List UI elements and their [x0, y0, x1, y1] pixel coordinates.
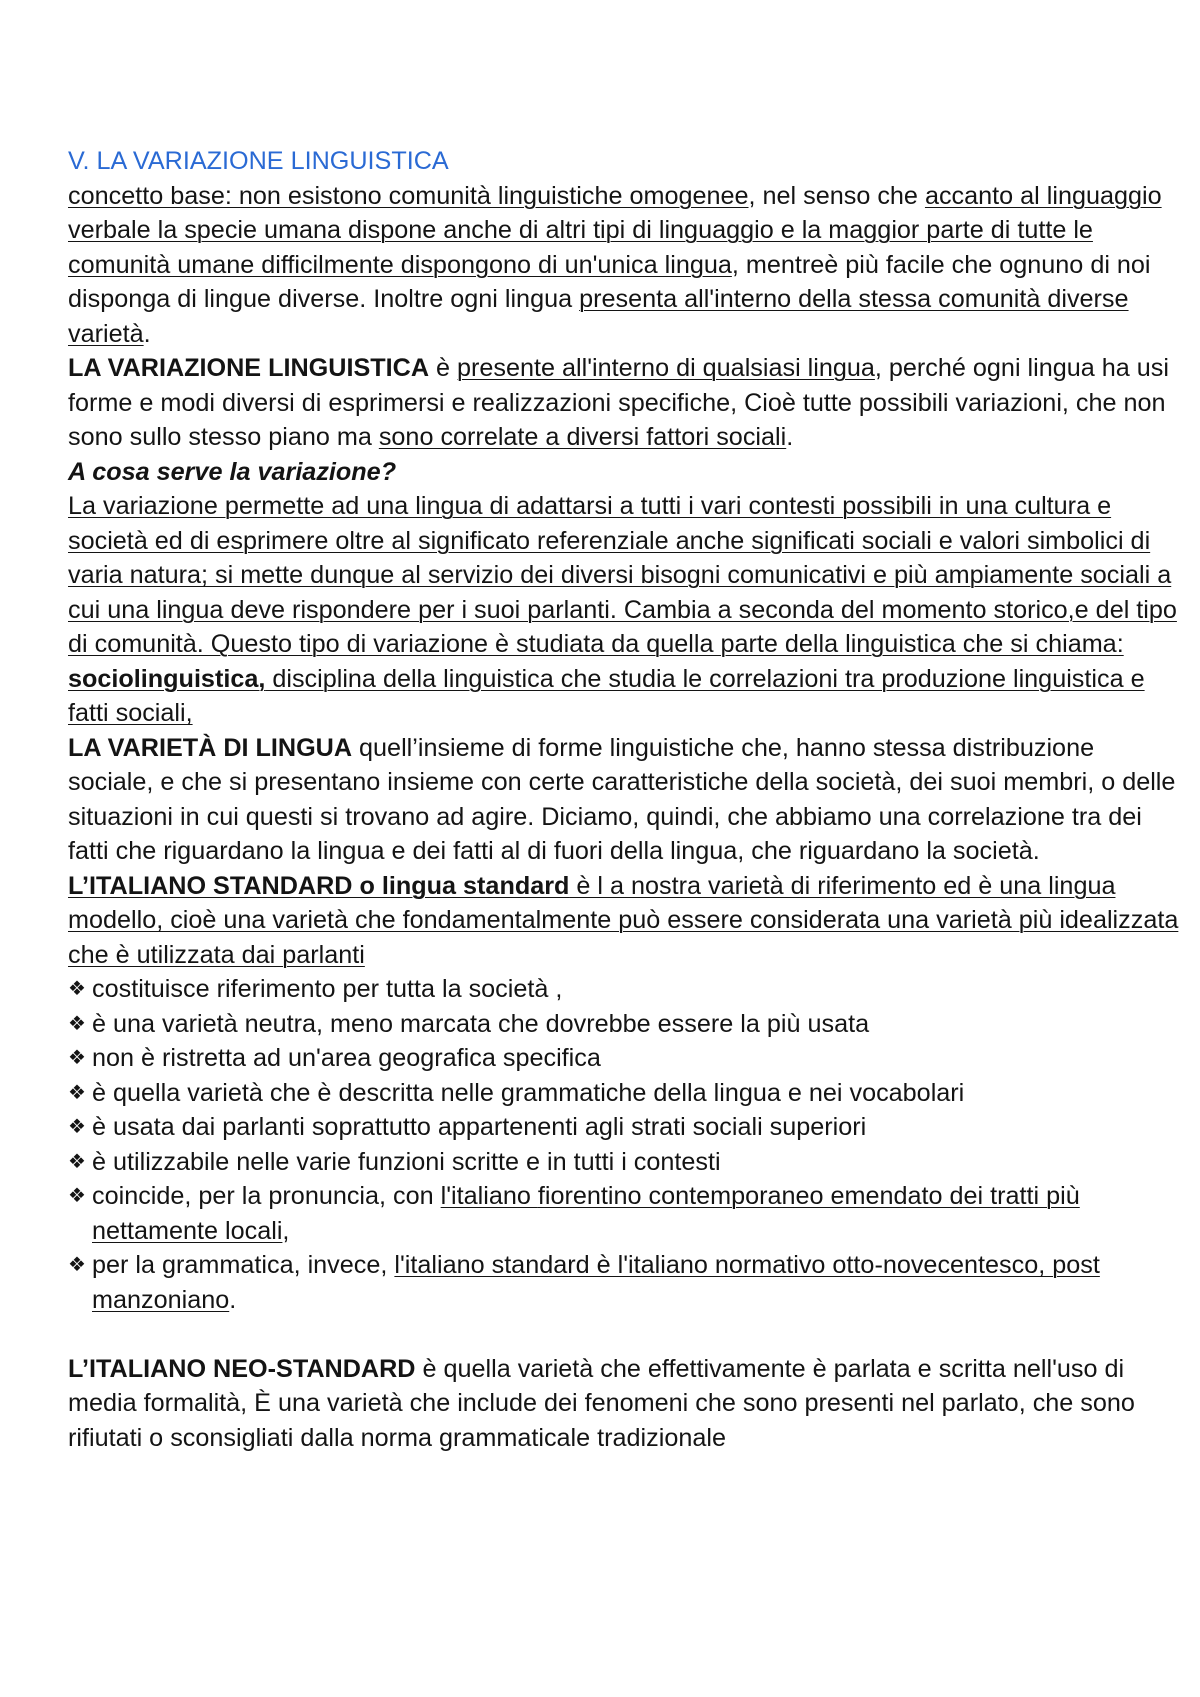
standard-paragraph — [68, 869, 1180, 973]
diamond-bullet-icon: ❖ — [68, 1047, 86, 1069]
list-item: ❖ per la grammatica, invece, l'italiano standard è l'italiano normativo otto-novecentesco, post manzoniano. — [68, 1248, 1180, 1317]
list-item: ❖ è utilizzabile nelle varie funzioni scritte e in tutti i contesti — [68, 1145, 1180, 1180]
diamond-bullet-icon: ❖ — [68, 1185, 86, 1207]
underlined-text: accanto al linguaggio verbale la specie umana dispone anche di altri tipi di linguaggio e la maggior parte di tutte le comunità umane difficilmente dispongono di un'unica lingua — [68, 181, 1162, 279]
blank-line — [68, 1317, 1180, 1352]
list-item: ❖ non è ristretta ad un'area geografica specifica — [68, 1041, 1180, 1076]
diamond-bullet-icon: ❖ — [68, 1254, 86, 1276]
underlined-text: l'italiano — [440, 1182, 538, 1210]
underlined-text: L’ITALIANO STANDARD o lingua standard è l a nostra varietà di riferimento ed è una lingua modello, cioè una varietà che fondamentalmente può essere considerata una varietà più idealizzata che è utilizzata dai parlanti — [68, 871, 1179, 969]
intro-paragraph: concetto base: non esistono comunità linguistiche omogenee, nel senso che accanto al linguaggio verbale la specie umana dispone anche di altri tipi di linguaggio e la maggior parte di tutte le comunità umane difficilmente dispongono di un'unica lingua, mentreè più facile che ognuno di noi disponga di lingue diverse. Inoltre ogni lingua presenta all'interno della stessa comunità diverse varietà. — [68, 181, 1162, 348]
term-sociolinguistica: sociolinguistica, — [68, 664, 266, 693]
variazione-paragraph: LA VARIAZIONE LINGUISTICA è presente all'interno di qualsiasi lingua, perché ogni lingua ha usi forme e modi diversi di esprimersi e realizzazioni specifiche, Cioè tutte possibili variazioni, che non sono sullo stesso piano ma sono correlate a diversi fattori sociali. — [68, 354, 1169, 451]
list-item: ❖ coincide, per la pronuncia, con l'italiano fiorentino contemporaneo emendato dei tratti più nettamente locali, — [68, 1179, 1180, 1248]
term-heading: L’ITALIANO STANDARD o lingua standard — [68, 871, 570, 900]
document-page — [68, 144, 1180, 1455]
serve-paragraph — [68, 489, 1180, 731]
underlined-text: concetto base: non esistono comunità linguistiche omogenee — [68, 181, 749, 210]
standard-features-list — [68, 972, 1180, 1317]
diamond-bullet-icon: ❖ — [68, 1116, 86, 1138]
question-heading: A cosa serve la variazione? — [68, 457, 397, 486]
section-title: V. LA VARIAZIONE LINGUISTICA — [68, 147, 449, 175]
diamond-bullet-icon: ❖ — [68, 1150, 86, 1173]
list-item: ❖ costituisce riferimento per tutta la società , — [68, 972, 1180, 1007]
term-heading: LA VARIAZIONE LINGUISTICA — [68, 354, 430, 382]
underlined-text: presente all'interno di qualsiasi lingua — [457, 354, 875, 382]
underlined-text: l'italiano standard è l'italiano normativo otto-novecentesco, post manzoniano — [92, 1251, 1100, 1314]
list-item: ❖ è usata dai parlanti soprattutto appartenenti agli strati sociali superiori — [68, 1110, 1180, 1145]
list-item: ❖ è una varietà neutra, meno marcata che dovrebbe essere la più usata — [68, 1007, 1180, 1042]
term-heading: LA VARIETÀ DI LINGUA — [68, 733, 353, 762]
underlined-text: La variazione permette ad una lingua di adattarsi a tutti i vari contesti possibili in una cultura e società ed di esprimere oltre al significato referenziale anche significati sociali e valori simbolici di varia natura; si mette dunque al servizio dei diversi bisogni comunicativi e più ampiamente sociali a cui una lingua deve rispondere per i suoi parlanti. Cambia a seconda del momento storico,e del tipo di comunità. Questo tipo di variazione è studiata da quella parte della linguistica che si chiama: sociolinguistica, disciplina della linguistica che studia le correlazioni tra produzione linguistica e fatti sociali, — [68, 492, 1177, 727]
underlined-text: sono correlate a diversi fattori sociali — [378, 423, 787, 451]
term-heading: L’ITALIANO NEO-STANDARD — [68, 1354, 416, 1383]
varieta-paragraph: LA VARIETÀ DI LINGUA quell’insieme di forme linguistiche che, hanno stessa distribuzione sociale, e che si presentano insieme con certe caratteristiche della società, dei suoi membri, o delle situazioni in cui questi si trovano ad agire. Diciamo, quindi, che abbiamo una correlazione tra dei fatti che riguardano la lingua e dei fatti al di fuori della lingua, che riguardano la società. — [68, 733, 1176, 865]
diamond-bullet-icon: ❖ — [68, 1012, 86, 1035]
diamond-bullet-icon: ❖ — [68, 978, 86, 1000]
underlined-text: fiorentino contemporaneo emendato dei tratti più nettamente locali — [92, 1182, 1080, 1245]
underlined-text: presenta all'interno della stessa comunità diverse varietà — [68, 285, 1129, 348]
neostandard-paragraph: L’ITALIANO NEO-STANDARD è quella varietà che effettivamente è parlata e scritta nell'uso di media formalità, È una varietà che include dei fenomeni che sono presenti nel parlato, che sono rifiutati o sconsigliati dalla norma grammaticale tradizionale — [68, 1354, 1135, 1452]
diamond-bullet-icon: ❖ — [68, 1081, 86, 1104]
list-item: ❖ è quella varietà che è descritta nelle grammatiche della lingua e nei vocabolari — [68, 1076, 1180, 1111]
